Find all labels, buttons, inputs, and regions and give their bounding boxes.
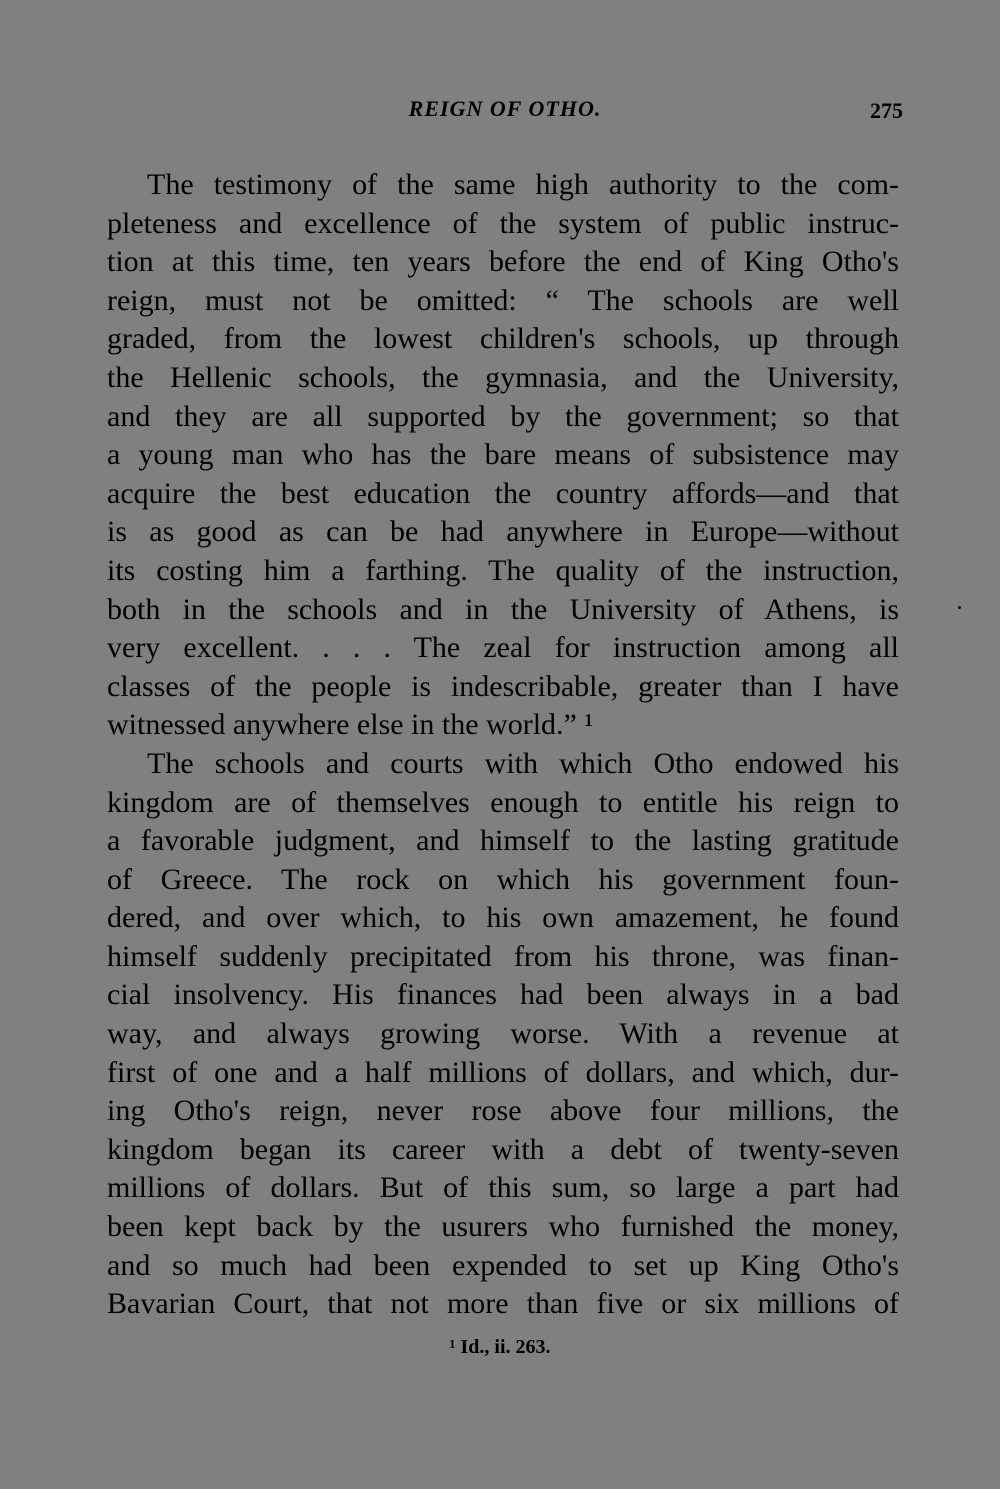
text-line: pleteness and excellence of the system of public instruc- xyxy=(107,206,899,240)
text-line: cial insolvency. His finances had been always in a bad xyxy=(107,978,899,1012)
text-line: and they are all supported by the government; so that xyxy=(107,399,899,433)
text-line: both in the schools and in the University of Athens, is xyxy=(107,592,899,626)
page-number: 275 xyxy=(870,98,903,123)
text-line: The testimony of the same high authority to the com- xyxy=(147,168,899,201)
text-line: The schools and courts with which Otho endowed his xyxy=(147,746,899,780)
text-line: of Greece. The rock on which his government foun- xyxy=(107,862,899,896)
text-line: way, and always growing worse. With a revenue at xyxy=(107,1017,899,1051)
text-line: kingdom are of themselves enough to entitle his reign to xyxy=(107,785,899,819)
footnote: ¹ Id., ii. 263. xyxy=(449,1336,551,1358)
text-line: reign, must not be omitted: “ The schools are well xyxy=(107,283,899,317)
text-line: the Hellenic schools, the gymnasia, and the University, xyxy=(107,360,899,394)
scan-speck xyxy=(958,606,961,609)
text-line: a young man who has the bare means of subsistence may xyxy=(107,438,899,472)
text-line: tion at this time, ten years before the end of King Otho's xyxy=(107,245,899,279)
text-line: first of one and a half millions of dollars, and which, dur- xyxy=(107,1055,899,1089)
text-line: is as good as can be had anywhere in Europe—without xyxy=(107,515,899,549)
body-text xyxy=(107,166,899,1324)
text-line: very excellent. . . . The zeal for instruction among all xyxy=(107,631,899,665)
text-line: and so much had been expended to set up King Otho's xyxy=(107,1248,899,1282)
text-line: millions of dollars. But of this sum, so large a part had xyxy=(107,1171,899,1205)
text-line: classes of the people is indescribable, greater than I have xyxy=(107,669,899,703)
text-line: graded, from the lowest children's schools, up through xyxy=(107,322,899,356)
text-line: witnessed anywhere else in the world.” ¹ xyxy=(107,708,594,742)
text-line: kingdom began its career with a debt of twenty-seven xyxy=(107,1132,899,1166)
text-line: acquire the best education the country affords—and that xyxy=(107,476,899,510)
page-header xyxy=(105,92,905,128)
text-line: Bavarian Court, that not more than five or six millions of xyxy=(107,1287,899,1321)
text-line: himself suddenly precipitated from his throne, was finan- xyxy=(107,939,899,973)
text-line: been kept back by the usurers who furnished the money, xyxy=(107,1210,899,1244)
text-line: ing Otho's reign, never rose above four millions, the xyxy=(107,1094,899,1128)
running-title: REIGN OF OTHO. xyxy=(408,96,602,121)
text-line: its costing him a farthing. The quality of the instruction, xyxy=(107,553,899,587)
text-line: dered, and over which, to his own amazement, he found xyxy=(107,901,899,935)
text-line: a favorable judgment, and himself to the lasting gratitude xyxy=(107,824,899,858)
